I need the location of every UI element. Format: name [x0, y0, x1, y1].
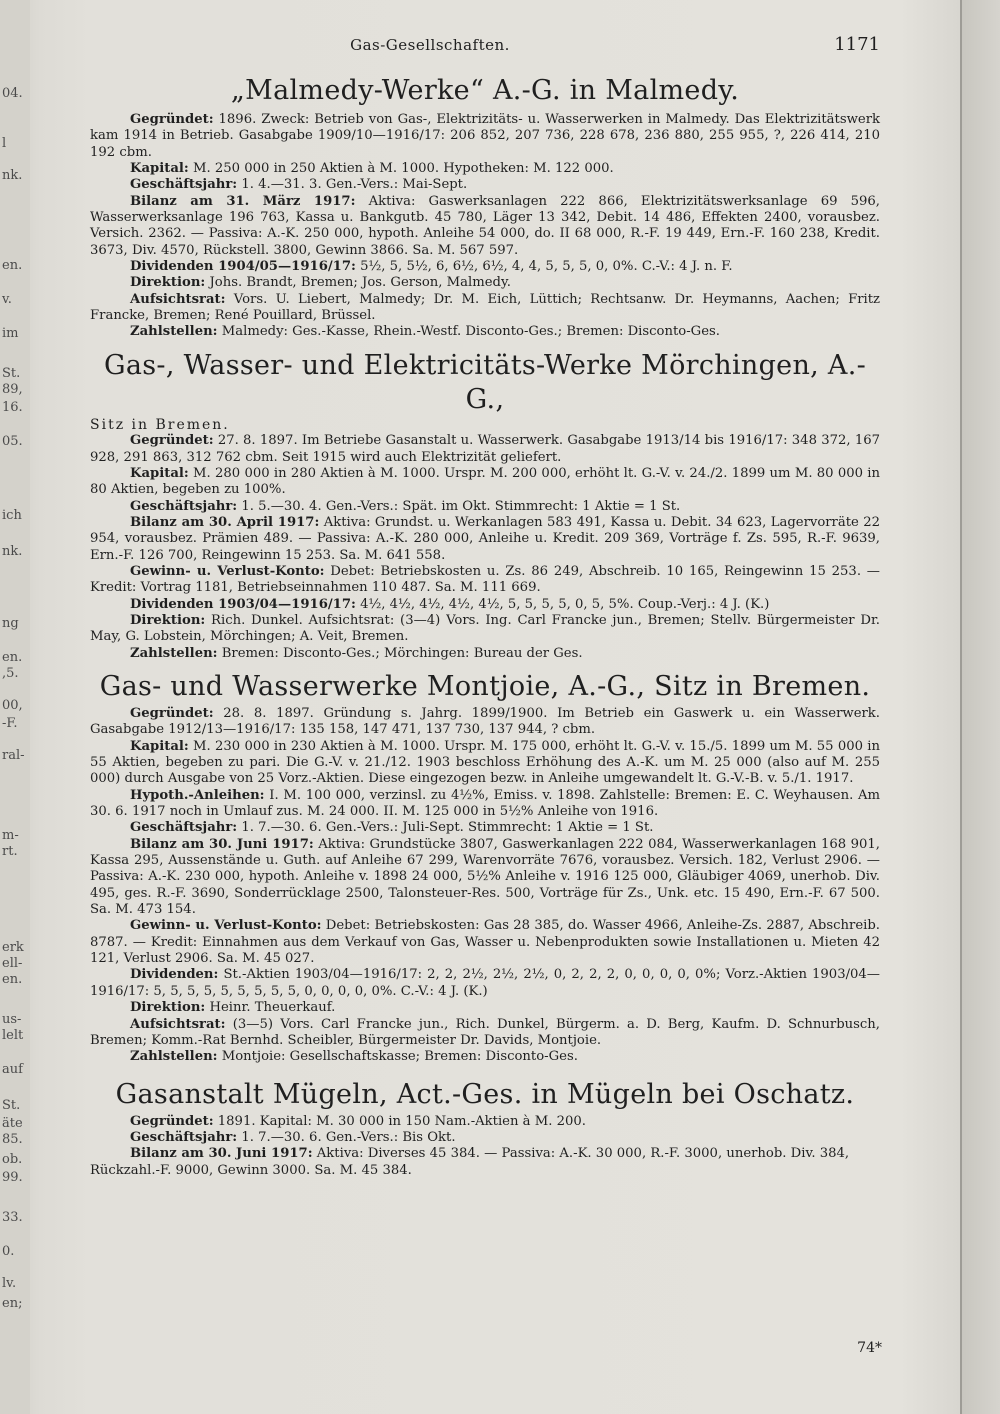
paragraph-label: Gegründet: — [130, 705, 214, 721]
entry-paragraph — [90, 433, 880, 466]
paragraph-label: Gewinn- u. Verlust-Konto: — [130, 918, 322, 934]
paragraph-label: Gegründet: — [130, 433, 214, 449]
paragraph-text: M. 250 000 in 250 Aktien à M. 1000. Hypotheken: M. 122 000. — [188, 161, 614, 177]
entry-paragraph — [90, 161, 880, 177]
company-title: Gas- und Wasserwerke Montjoie, A.-G., Sitz in Bremen. — [99, 670, 871, 702]
paragraph-label: Geschäftsjahr: — [130, 820, 238, 836]
paragraph-text: Vors. U. Liebert, Malmedy; Dr. M. Eich, Lüttich; Rechtsanw. Dr. Heymanns, Aachen; Fritz Francke, Bremen; René Pouillard, Brüssel. — [90, 291, 880, 324]
paragraph-label: Aufsichtsrat: — [130, 291, 226, 307]
paragraph-text: Rich. Dunkel. Aufsichtsrat: (3—4) Vors. Ing. Carl Francke jun., Bremen; Stellv. Bürgermeister Dr. May, G. Lobstein, Mörchingen; A. Veit, Bremen. — [90, 612, 880, 645]
margin-fragment: ell- — [2, 956, 23, 971]
entry-paragraph — [90, 1017, 880, 1050]
paragraph-text: 1. 5.—30. 4. Gen.-Vers.: Spät. im Okt. Stimmrecht: 1 Aktie = 1 St. — [237, 498, 681, 514]
company-entry-moerchingen — [90, 349, 880, 662]
paragraph-text: (3—5) Vors. Carl Francke jun., Rich. Dunkel, Bürgerm. a. D. Berg, Kaufm. D. Schnurbusch, Bremen; Komm.-Rat Bernhd. Scheibler, Bürgermeister Dr. Davids, Montjoie. — [90, 1016, 880, 1048]
paragraph-label: Aufsichtsrat: — [130, 1016, 226, 1032]
paragraph-label: Dividenden 1904/05—1916/17: — [130, 259, 356, 275]
margin-fragment: 0. — [2, 1244, 15, 1259]
paragraph-label: Zahlstellen: — [130, 1049, 218, 1065]
company-entry-muegeln — [90, 1078, 880, 1179]
entry-paragraph — [90, 820, 880, 836]
running-header — [90, 34, 880, 58]
margin-fragment: v. — [2, 292, 12, 307]
header-title: Gas-Gesellschaften. — [350, 36, 510, 54]
margin-fragment: us- — [2, 1012, 22, 1027]
right-binding-edge — [960, 0, 1000, 1414]
margin-fragment: en. — [2, 972, 23, 987]
company-entry-montjoie — [90, 670, 880, 1066]
margin-fragment: en. — [2, 258, 23, 273]
entry-paragraph — [90, 515, 880, 564]
entry-paragraph — [90, 194, 880, 259]
paragraph-label: Bilanz am 30. Juni 1917: — [130, 836, 314, 852]
paragraph-text: Aktiva: Grundstücke 3807, Gaswerkanlagen 222 084, Wasserwerkanlagen 168 901, Kassa 295, Aussenstände u. Guth. auf Anleihe 67 299, Warenvorräte 7676, vorausbez. Versich. 182, Verlust 2906. — Passiva: A.-K. 230 000, hypoth. Anleihe v. 1898 24 000, 5½% Anleihe v. 1916 125 000, Gläubiger 4069, unerhob. Div. 495, ges. R.-F. 3690, Sonderrücklage 2500, Talonsteuer-Res. 500, Vorträge für Zs., Unk. etc. 15 490, Ern.-F. 67 500. Sa. M. 473 154. — [90, 836, 880, 918]
entry-paragraph — [90, 597, 880, 613]
paragraph-text: 27. 8. 1897. Im Betriebe Gasanstalt u. Wasserwerk. Gasabgabe 1913/14 bis 1916/17: 348 372, 167 928, 291 863, 312 762 cbm. Seit 1915 wird auch Elektrizität geliefert. — [90, 433, 880, 465]
paragraph-text: 4½, 4½, 4½, 4½, 4½, 5, 5, 5, 5, 0, 5, 5%. Coup.-Verj.: 4 J. (K.) — [355, 596, 770, 612]
paragraph-label: Zahlstellen: — [130, 645, 218, 661]
paragraph-text: Johs. Brandt, Bremen; Jos. Gerson, Malmedy. — [205, 275, 511, 291]
paragraph-label: Bilanz am 30. April 1917: — [130, 514, 320, 530]
company-subtitle: Sitz in Bremen. — [90, 416, 230, 433]
margin-fragment: auf — [2, 1062, 23, 1077]
margin-fragment: 05. — [2, 434, 23, 449]
entry-paragraph — [90, 788, 880, 821]
paragraph-text: Aktiva: Gaswerksanlagen 222 866, Elektrizitätswerksanlage 69 596, Wasserwerksanlage 196 763, Kassa u. Bankgutb. 45 780, Läger 13 342, Debit. 14 486, Effekten 2400, vorausbez. Versich. 2362. — Passiva: A.-K. 250 000, hypoth. Anleihe 54 000, do. II 68 000, R.-F. 19 449, Ern.-F. 160 238, Kredit. 3673, Div. 4570, Rückstell. 3800, Gewinn 3866. Sa. M. 567 597. — [90, 193, 881, 258]
entry-paragraph — [90, 177, 880, 193]
entry-paragraph — [90, 837, 880, 919]
paragraph-text: Debet: Betriebskosten u. Zs. 86 249, Abschreib. 10 165, Reingewinn 15 253. — Kredit: Vortrag 1181, Betriebseinnahmen 110 487. Sa. M. 111 669. — [90, 563, 880, 596]
paragraph-text: I. M. 100 000, verzinsl. zu 4½%, Emiss. v. 1898. Zahlstelle: Bremen: E. C. Weyhausen. Am 30. 6. 1917 noch in Umlauf zus. M. 24 000. II. M. 125 000 in 5½% Anleihe von 1916. — [90, 787, 880, 820]
page-number: 1171 — [834, 34, 880, 55]
margin-fragment: nk. — [2, 168, 23, 183]
paragraph-text: 5½, 5, 5½, 6, 6½, 6½, 4, 4, 5, 5, 5, 0, 0%. C.-V.: 4 J. n. F. — [355, 259, 733, 275]
entry-paragraph — [90, 292, 880, 325]
paragraph-label: Kapital: — [130, 161, 189, 177]
margin-fragment: en. — [2, 650, 23, 665]
paragraph-label: Kapital: — [130, 738, 189, 754]
text-column — [90, 66, 880, 1179]
paragraph-label: Zahlstellen: — [130, 324, 218, 340]
left-margin-fragments — [0, 0, 30, 1414]
paragraph-label: Dividenden 1903/04—1916/17: — [130, 596, 356, 612]
margin-fragment: lv. — [2, 1276, 17, 1291]
margin-fragment: ng — [2, 616, 19, 631]
paragraph-text: 28. 8. 1897. Gründung s. Jahrg. 1899/1900. Im Betrieb ein Gaswerk u. ein Wasserwerk. Gasabgabe 1912/13—1916/17: 135 158, 147 471, 137 730, 137 944, ? cbm. — [90, 705, 880, 738]
signature-mark: 74* — [857, 1340, 882, 1356]
margin-fragment: -F. — [2, 716, 18, 731]
paragraph-text: Malmedy: Ges.-Kasse, Rhein.-Westf. Disconto-Ges.; Bremen: Disconto-Ges. — [217, 324, 720, 340]
margin-fragment: lelt — [2, 1028, 24, 1043]
margin-fragment: l — [2, 136, 7, 151]
margin-fragment: ral- — [2, 748, 25, 763]
margin-fragment: ich — [2, 508, 22, 523]
paragraph-text: Bremen: Disconto-Ges.; Mörchingen: Bureau der Ges. — [217, 645, 583, 661]
entry-paragraph — [90, 1146, 880, 1179]
margin-fragment: rt. — [2, 844, 18, 859]
margin-fragment: en; — [2, 1296, 23, 1311]
paragraph-label: Hypoth.-Anleihen: — [130, 787, 265, 803]
entry-paragraph — [90, 739, 880, 788]
entry-paragraph — [90, 1114, 880, 1130]
paragraph-text: 1896. Zweck: Betrieb von Gas-, Elektrizitäts- u. Wasserwerken in Malmedy. Das Elektrizitätswerk kam 1914 in Betrieb. Gasabgabe 1909/10—1916/17: 206 852, 207 736, 228 678, 236 880, 255 955, ?, 226 414, 210 192 cbm. — [90, 112, 880, 160]
margin-fragment: ,5. — [2, 666, 19, 681]
entry-paragraph — [90, 564, 880, 597]
entry-paragraph — [90, 1049, 880, 1065]
paragraph-label: Gewinn- u. Verlust-Konto: — [130, 563, 325, 579]
margin-fragment: St. — [2, 1098, 21, 1113]
paragraph-label: Dividenden: — [130, 967, 219, 983]
paragraph-text: 1. 4.—31. 3. Gen.-Vers.: Mai-Sept. — [237, 177, 468, 193]
paragraph-text: 1. 7.—30. 6. Gen.-Vers.: Bis Okt. — [237, 1129, 456, 1145]
paragraph-text: Aktiva: Grundst. u. Werkanlagen 583 491, Kassa u. Debit. 34 623, Lagervorräte 22 954, vorausbez. Prämien 489. — Passiva: A.-K. 280 000, Anleihe u. Kredit. 209 369, Vorträge f. Zs. 595, R.-F. 9639, Ern.-F. 126 700, Reingewinn 15 253. Sa. M. 641 558. — [90, 514, 880, 563]
paragraph-text: 1891. Kapital: M. 30 000 in 150 Nam.-Aktien à M. 200. — [213, 1113, 586, 1129]
margin-fragment: im — [2, 326, 19, 341]
entry-paragraph — [90, 918, 880, 967]
entry-paragraph — [90, 706, 880, 739]
paragraph-label: Direktion: — [130, 612, 206, 628]
paragraph-label: Geschäftsjahr: — [130, 1129, 238, 1145]
entry-paragraph — [90, 646, 880, 662]
margin-fragment: 04. — [2, 86, 23, 101]
company-title: „Malmedy-Werke“ A.-G. in Malmedy. — [230, 75, 740, 106]
entry-paragraph — [90, 466, 880, 499]
paragraph-label: Gegründet: — [130, 1113, 214, 1129]
entry-paragraph — [90, 967, 880, 1000]
margin-fragment: 99. — [2, 1170, 23, 1185]
margin-fragment: ob. — [2, 1152, 23, 1167]
entry-paragraph — [90, 324, 880, 340]
margin-fragment: nk. — [2, 544, 23, 559]
entry-paragraph — [90, 275, 880, 291]
margin-fragment: 00, — [2, 698, 23, 713]
entry-paragraph — [90, 1000, 880, 1016]
paragraph-label: Gegründet: — [130, 112, 214, 127]
company-title: Gas-, Wasser- und Elektricitäts-Werke Mörchingen, A.-G., — [103, 349, 866, 415]
paragraph-label: Geschäftsjahr: — [130, 177, 238, 193]
margin-fragment: St. — [2, 366, 21, 381]
entry-paragraph — [90, 613, 880, 646]
paragraph-label: Geschäftsjahr: — [130, 498, 238, 514]
margin-fragment: äte — [2, 1116, 23, 1131]
paragraph-text: Montjoie: Gesellschaftskasse; Bremen: Disconto-Ges. — [217, 1049, 578, 1065]
entry-paragraph — [90, 259, 880, 275]
paragraph-text: 1. 7.—30. 6. Gen.-Vers.: Juli-Sept. Stimmrecht: 1 Aktie = 1 St. — [237, 820, 654, 836]
margin-fragment: 33. — [2, 1210, 23, 1225]
paragraph-text: Debet: Betriebskosten: Gas 28 385, do. Wasser 4966, Anleihe-Zs. 2887, Abschreib. 8787. — Kredit: Einnahmen aus dem Verkauf von Gas, Wasser u. Nebenprodukten sowie Installationen u. Mieten 42 121, Verlust 2906. Sa. M. 45 027. — [90, 918, 880, 967]
paragraph-text: Aktiva: Diverses 45 384. — Passiva: A.-K. 30 000, R.-F. 3000, unerhob. Div. 384, Rückzahl.-F. 9000, Gewinn 3000. Sa. M. 45 384. — [90, 1146, 850, 1178]
paragraph-text: St.-Aktien 1903/04—1916/17: 2, 2, 2½, 2½, 2½, 0, 2, 2, 2, 0, 0, 0, 0, 0%; Vorz.-Aktien 1903/04—1916/17: 5, 5, 5, 5, 5, 5, 5, 5, 5, 0, 0, 0, 0, 0%. C.-V.: 4 J. (K.) — [90, 967, 880, 999]
entry-paragraph — [90, 1130, 880, 1146]
paragraph-label: Direktion: — [130, 275, 206, 291]
paragraph-text: M. 230 000 in 230 Aktien à M. 1000. Urspr. M. 175 000, erhöht lt. G.-V. v. 15./5. 1899 um M. 55 000 in 55 Aktien, begeben zu pari. Die G.-V. v. 21./12. 1903 beschloss Erhöhung des A.-K. um M. 25 000 (also auf M. 255 000) durch Ausgabe von 25 Vorz.-Aktien. Diese eingezogen bezw. in Anleihe umgewandelt lt. G.-V.-B. v. 5./1. 1917. — [90, 738, 880, 787]
margin-fragment: erk — [2, 940, 24, 955]
paragraph-label: Bilanz am 31. März 1917: — [130, 193, 356, 209]
paragraph-label: Bilanz am 30. Juni 1917: — [130, 1146, 313, 1162]
paragraph-label: Direktion: — [130, 1000, 206, 1016]
margin-fragment: 16. — [2, 400, 23, 415]
paragraph-label: Kapital: — [130, 465, 189, 481]
paragraph-text: Heinr. Theuerkauf. — [205, 1000, 336, 1016]
entry-paragraph — [90, 112, 880, 161]
margin-fragment: 85. — [2, 1132, 23, 1147]
paragraph-text: M. 280 000 in 280 Aktien à M. 1000. Urspr. M. 200 000, erhöht lt. G.-V. v. 24./2. 1899 um M. 80 000 in 80 Aktien, begeben zu 100%. — [90, 465, 880, 498]
entry-paragraph — [90, 499, 880, 515]
company-entry-malmedy — [90, 74, 880, 341]
company-title: Gasanstalt Mügeln, Act.-Ges. in Mügeln bei Oschatz. — [115, 1078, 855, 1110]
margin-fragment: 89, — [2, 382, 23, 397]
margin-fragment: m- — [2, 828, 19, 843]
